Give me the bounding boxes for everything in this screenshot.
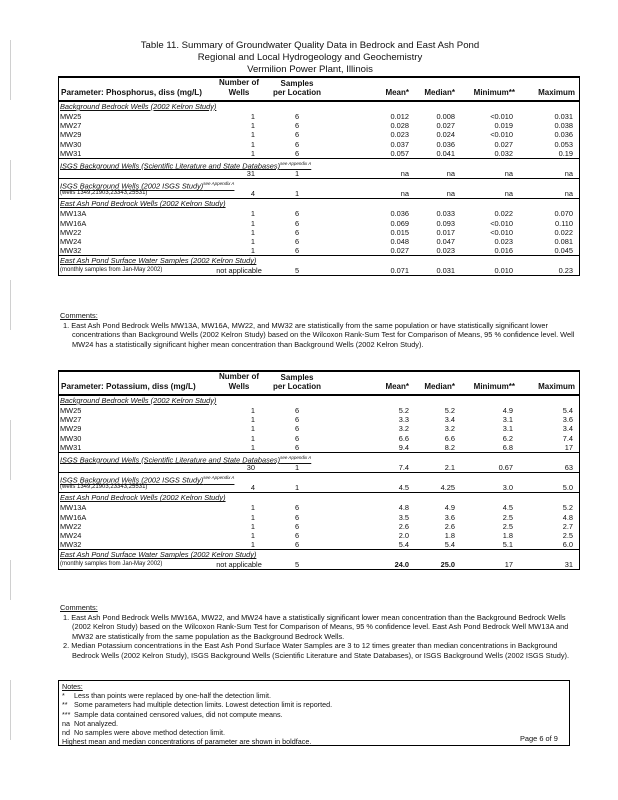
median-cell: 5.4 xyxy=(444,540,455,550)
table-row xyxy=(59,522,579,531)
minimum-cell: 3.1 xyxy=(502,415,513,425)
wells-cell: 1 xyxy=(250,121,255,131)
row-name: MW13A xyxy=(60,209,87,219)
median-cell: 0.008 xyxy=(436,112,455,121)
samples-cell: 5 xyxy=(294,266,300,276)
samples-cell: 6 xyxy=(294,512,300,522)
row-name: MW29 xyxy=(60,424,82,434)
row-name: MW13A xyxy=(60,503,87,513)
minimum-cell: 6.2 xyxy=(502,433,513,443)
table-row xyxy=(59,503,579,512)
mean-cell: 3.5 xyxy=(398,512,409,522)
minimum-cell: 4.5 xyxy=(502,503,513,513)
section-title xyxy=(59,159,579,169)
maximum-cell: na xyxy=(564,189,573,199)
minimum-cell: 2.5 xyxy=(502,521,513,531)
maximum-cell: 0.081 xyxy=(554,236,573,246)
mean-cell: na xyxy=(400,168,409,178)
section-title-text: Background Bedrock Wells (2002 Kelron Study) xyxy=(60,396,217,405)
mean-cell: 3.3 xyxy=(398,415,409,425)
table-row xyxy=(59,189,579,198)
minimum-cell: 0.022 xyxy=(494,209,513,219)
section-title-text: East Ash Pond Surface Water Samples (2002 Kelron Study) xyxy=(60,550,257,560)
mean-cell: 0.069 xyxy=(390,218,409,228)
samples-cell: 6 xyxy=(294,227,300,237)
table-row xyxy=(59,540,579,549)
maximum-cell: 2.5 xyxy=(562,530,573,540)
comment-item: 1. East Ash Pond Bedrock Wells MW13A, MW16A, MW22, and MW32 are statistically from the same population or have statistically significant lower concentrations than Background Wells (2002 Kelron Study) based on the Wilcoxon Rank-Sum Test for Comparison of Means, 95 % confidence level. Well MW24 has a statistically significant higher mean concentration than Background Wells (2002 Kelron Study). xyxy=(63,320,575,349)
wells-cell: 4 xyxy=(250,483,255,493)
potassium-table xyxy=(58,370,580,570)
mean-cell: 4.8 xyxy=(398,503,409,513)
mean-cell: 24.0 xyxy=(394,560,409,570)
median-cell: 4.9 xyxy=(444,503,455,513)
row-name: MW25 xyxy=(60,112,82,121)
wells-cell: not applicable xyxy=(216,560,262,570)
wells-cell: 1 xyxy=(250,218,255,228)
mean-header: Mean* xyxy=(385,88,409,97)
samples-cell: 6 xyxy=(294,521,300,531)
table-section xyxy=(59,179,579,199)
mean-cell: 0.048 xyxy=(390,236,409,246)
wells-cell: 1 xyxy=(250,503,255,513)
section-footnote-ref: see Appendix A xyxy=(203,181,235,187)
row-name: MW22 xyxy=(60,227,82,237)
minimum-cell: na xyxy=(504,168,513,178)
minimum-header: Minimum** xyxy=(473,382,515,391)
table-row xyxy=(59,513,579,522)
samples-cell: 6 xyxy=(294,236,300,246)
mean-cell: 9.4 xyxy=(398,442,409,452)
potassium-comments xyxy=(60,603,580,661)
samples-cell: 6 xyxy=(294,415,300,425)
section-title xyxy=(59,199,579,209)
binder-margin-lines xyxy=(6,40,20,780)
section-title-text: ISGS Background Wells (Scientific Literature and State Databases) xyxy=(60,455,281,465)
table-section xyxy=(59,396,579,453)
mean-cell: 0.012 xyxy=(390,112,409,121)
row-name: MW27 xyxy=(60,121,82,131)
mean-cell: 0.057 xyxy=(390,148,409,158)
wells-cell: 1 xyxy=(250,424,255,434)
note-row xyxy=(62,719,566,728)
row-name: (monthly samples from Jan-May 2002) xyxy=(60,267,163,274)
minimum-cell: 2.5 xyxy=(502,512,513,522)
wells-header-line1: Number of xyxy=(219,78,259,87)
notes-box xyxy=(58,680,570,746)
section-footnote-ref: see Appendix A xyxy=(280,454,312,460)
maximum-cell: 0.070 xyxy=(554,209,573,219)
samples-cell: 6 xyxy=(294,139,300,149)
wells-cell: 1 xyxy=(250,530,255,540)
mean-cell: 0.037 xyxy=(390,139,409,149)
minimum-cell: <0.010 xyxy=(490,112,513,121)
mean-cell: 3.2 xyxy=(398,424,409,434)
row-name: MW16A xyxy=(60,218,87,228)
maximum-cell: 31 xyxy=(564,560,573,570)
mean-cell: na xyxy=(400,189,409,199)
row-name: MW32 xyxy=(60,246,82,256)
maximum-cell: 0.045 xyxy=(554,246,573,256)
wells-cell: 1 xyxy=(250,139,255,149)
table-row xyxy=(59,228,579,237)
mean-cell: 4.5 xyxy=(398,483,409,493)
table-row xyxy=(59,246,579,255)
section-title-text: ISGS Background Wells (Scientific Literature and State Databases) xyxy=(60,161,281,171)
samples-cell: 6 xyxy=(294,130,300,140)
wells-cell: 31 xyxy=(246,168,255,178)
median-cell: 2.6 xyxy=(444,521,455,531)
median-cell: na xyxy=(446,189,455,199)
median-cell: 0.036 xyxy=(436,139,455,149)
wells-cell: 1 xyxy=(250,415,255,425)
row-name: MW31 xyxy=(60,442,82,452)
mean-cell: 5.4 xyxy=(398,540,409,550)
row-name: MW30 xyxy=(60,139,82,149)
samples-cell: 6 xyxy=(294,112,300,121)
phosphorus-table xyxy=(58,76,580,276)
mean-cell: 2.0 xyxy=(398,530,409,540)
samples-cell: 1 xyxy=(294,462,300,472)
wells-cell: 1 xyxy=(250,540,255,550)
row-name: MW22 xyxy=(60,521,82,531)
note-symbol: ** xyxy=(62,700,68,710)
title-line: Regional and Local Hydrogeology and Geochemistry xyxy=(197,52,423,63)
maximum-cell: 0.036 xyxy=(554,130,573,140)
table-row xyxy=(59,169,579,178)
maximum-cell: 0.19 xyxy=(558,148,573,158)
median-cell: 5.2 xyxy=(444,406,455,415)
median-cell: 0.017 xyxy=(436,227,455,237)
samples-cell: 6 xyxy=(294,246,300,256)
mean-cell: 0.027 xyxy=(390,246,409,256)
phosphorus-comments xyxy=(60,311,580,349)
page-number: Page 6 of 9 xyxy=(520,734,558,743)
samples-header-line2: per Location xyxy=(272,382,321,391)
row-name: (wells 1349,21903,23343,25531) xyxy=(60,484,148,491)
samples-cell: 6 xyxy=(294,406,300,415)
wells-cell: 1 xyxy=(250,130,255,140)
notes-heading: Notes: xyxy=(62,682,83,691)
note-symbol: * xyxy=(62,691,65,701)
minimum-header: Minimum** xyxy=(473,88,515,97)
table-section xyxy=(59,453,579,473)
maximum-cell: na xyxy=(564,168,573,178)
minimum-cell: 6.8 xyxy=(502,442,513,452)
median-cell: 6.6 xyxy=(444,433,455,443)
maximum-header: Maximum xyxy=(538,88,575,97)
section-title xyxy=(59,179,579,189)
table-row xyxy=(59,443,579,452)
samples-cell: 6 xyxy=(294,218,300,228)
wells-header-line1: Number of xyxy=(219,372,259,381)
samples-header-line1: Samples xyxy=(280,373,314,382)
maximum-cell: 5.4 xyxy=(562,406,573,415)
table-row xyxy=(59,424,579,433)
mean-cell: 0.023 xyxy=(390,130,409,140)
note-last-line: Highest mean and median concentrations of parameter are shown in boldface. xyxy=(62,737,312,747)
note-symbol: *** xyxy=(62,709,71,719)
table-row xyxy=(59,406,579,415)
median-cell: 0.047 xyxy=(436,236,455,246)
title-line: Vermilion Power Plant, Illinois xyxy=(247,64,373,75)
comments-heading: Comments: xyxy=(60,603,98,612)
note-text: Sample data contained censored values, did not compute means. xyxy=(74,709,283,719)
maximum-cell: 0.23 xyxy=(558,266,573,276)
median-cell: 8.2 xyxy=(444,442,455,452)
median-cell: 3.2 xyxy=(444,424,455,434)
section-footnote-ref: see Appendix A xyxy=(280,160,312,166)
row-name: MW24 xyxy=(60,236,82,246)
wells-cell: 4 xyxy=(250,189,255,199)
wells-header-line2: Wells xyxy=(228,88,250,97)
note-row xyxy=(62,691,566,700)
maximum-cell: 5.2 xyxy=(562,503,573,513)
median-cell: 25.0 xyxy=(440,560,455,570)
median-cell: 2.1 xyxy=(444,462,455,472)
mean-cell: 0.036 xyxy=(390,209,409,219)
table-row xyxy=(59,415,579,424)
table-header-row xyxy=(59,372,579,396)
minimum-cell: 0.023 xyxy=(494,236,513,246)
table-row xyxy=(59,483,579,492)
wells-cell: not applicable xyxy=(216,266,262,276)
row-name: MW29 xyxy=(60,130,82,140)
wells-cell: 1 xyxy=(250,442,255,452)
table-row xyxy=(59,266,579,275)
maximum-cell: 6.0 xyxy=(562,540,573,550)
note-text: Not analyzed. xyxy=(74,718,118,728)
median-header: Median* xyxy=(424,382,455,391)
section-title-text: East Ash Pond Bedrock Wells (2002 Kelron Study) xyxy=(60,199,226,209)
median-cell: 3.6 xyxy=(444,512,455,522)
wells-cell: 1 xyxy=(250,512,255,522)
samples-cell: 6 xyxy=(294,433,300,443)
minimum-cell: 5.1 xyxy=(502,540,513,550)
minimum-cell: 0.032 xyxy=(494,148,513,158)
comments-heading: Comments: xyxy=(60,311,98,320)
section-footnote-ref: see Appendix A xyxy=(203,475,235,481)
row-name: MW24 xyxy=(60,530,82,540)
samples-cell: 6 xyxy=(294,121,300,131)
table-section xyxy=(59,550,579,569)
median-cell: 0.041 xyxy=(436,148,455,158)
samples-cell: 6 xyxy=(294,442,300,452)
table-section xyxy=(59,256,579,275)
samples-cell: 6 xyxy=(294,503,300,513)
samples-cell: 6 xyxy=(294,540,300,550)
table-row xyxy=(59,531,579,540)
median-cell: 0.023 xyxy=(436,246,455,256)
wells-cell: 1 xyxy=(250,227,255,237)
comment-item: 1. East Ash Pond Bedrock Wells MW16A, MW22, and MW24 have a statistically significant lower mean concentration than the Background Bedrock Wells (2002 Kelron Study) based on the Wilcoxon Rank-Sum Test for Comparison of Means, 95 % confidence level. East Ash Pond Bedrock Well MW13A and MW32 are statistically from the same population as the Background Bedrock Wells. xyxy=(63,612,569,641)
median-cell: 0.027 xyxy=(436,121,455,131)
minimum-cell: 0.019 xyxy=(494,121,513,131)
maximum-cell: 0.022 xyxy=(554,227,573,237)
maximum-cell: 7.4 xyxy=(562,433,573,443)
comment-item: 2. Median Potassium concentrations in the East Ash Pond Surface Water Samples are 3 to 12 times greater than median concentrations in Background Bedrock Wells (2002 Kelron Study), ISGS Background Wells (Scientific Literature and State Databases), or ISGS Background Wells (2002 ISGS Study). xyxy=(63,641,570,660)
wells-cell: 1 xyxy=(250,236,255,246)
table-row xyxy=(59,140,579,149)
note-row xyxy=(62,700,566,709)
wells-cell: 1 xyxy=(250,112,255,121)
maximum-cell: 0.038 xyxy=(554,121,573,131)
maximum-cell: 3.4 xyxy=(562,424,573,434)
wells-cell: 1 xyxy=(250,521,255,531)
minimum-cell: 4.9 xyxy=(502,406,513,415)
note-text: Some parameters had multiple detection limits. Lowest detection limit is reported. xyxy=(74,700,333,710)
note-text: Less than points were replaced by one-half the detection limit. xyxy=(74,691,271,701)
maximum-cell: 5.0 xyxy=(562,483,573,493)
median-cell: 0.031 xyxy=(436,266,455,276)
samples-cell: 6 xyxy=(294,209,300,219)
note-symbol: nd xyxy=(62,728,70,738)
mean-cell: 2.6 xyxy=(398,521,409,531)
maximum-cell: 63 xyxy=(564,462,573,472)
row-name: MW31 xyxy=(60,148,82,158)
table-row xyxy=(59,149,579,158)
wells-cell: 1 xyxy=(250,246,255,256)
table-section xyxy=(59,473,579,493)
samples-cell: 1 xyxy=(294,168,300,178)
table-header-row xyxy=(59,78,579,102)
wells-cell: 1 xyxy=(250,209,255,219)
samples-cell: 1 xyxy=(294,189,300,199)
samples-header-line1: Samples xyxy=(280,79,314,88)
row-name: MW16A xyxy=(60,512,87,522)
row-name: MW25 xyxy=(60,406,82,415)
wells-cell: 1 xyxy=(250,148,255,158)
minimum-cell: <0.010 xyxy=(490,130,513,140)
samples-cell: 5 xyxy=(294,560,300,570)
mean-cell: 0.071 xyxy=(390,266,409,276)
mean-cell: 5.2 xyxy=(398,406,409,415)
note-row xyxy=(62,710,566,719)
median-header: Median* xyxy=(424,88,455,97)
table-title xyxy=(60,40,560,76)
table-row xyxy=(59,209,579,218)
section-title-text: East Ash Pond Bedrock Wells (2002 Kelron Study) xyxy=(60,493,226,503)
samples-cell: 1 xyxy=(294,483,300,493)
samples-cell: 6 xyxy=(294,424,300,434)
wells-cell: 30 xyxy=(246,462,255,472)
maximum-cell: 2.7 xyxy=(562,521,573,531)
samples-header-line2: per Location xyxy=(272,88,321,97)
parameter-header: Parameter: Phosphorus, diss (mg/L) xyxy=(61,88,203,97)
title-line: Table 11. Summary of Groundwater Quality Data in Bedrock and East Ash Pond xyxy=(140,40,480,51)
median-cell: 1.8 xyxy=(444,530,455,540)
section-title xyxy=(59,102,579,112)
median-cell: 0.093 xyxy=(436,218,455,228)
samples-cell: 6 xyxy=(294,530,300,540)
wells-cell: 1 xyxy=(250,433,255,443)
table-row xyxy=(59,434,579,443)
minimum-cell: 3.0 xyxy=(502,483,513,493)
table-section xyxy=(59,493,579,550)
median-cell: 0.033 xyxy=(436,209,455,219)
maximum-cell: 0.031 xyxy=(554,112,573,121)
section-title-text: East Ash Pond Surface Water Samples (2002 Kelron Study) xyxy=(60,256,257,266)
row-name: (monthly samples from Jan-May 2002) xyxy=(60,561,163,568)
maximum-header: Maximum xyxy=(538,382,575,391)
parameter-header: Parameter: Potassium, diss (mg/L) xyxy=(61,382,196,391)
minimum-cell: <0.010 xyxy=(490,218,513,228)
row-name: MW32 xyxy=(60,540,82,550)
table-row xyxy=(59,130,579,139)
maximum-cell: 17 xyxy=(564,442,573,452)
section-title xyxy=(59,256,579,266)
table-row xyxy=(59,219,579,228)
maximum-cell: 4.8 xyxy=(562,512,573,522)
mean-cell: 0.028 xyxy=(390,121,409,131)
table-section xyxy=(59,199,579,256)
wells-header-line2: Wells xyxy=(228,382,250,391)
mean-cell: 6.6 xyxy=(398,433,409,443)
mean-header: Mean* xyxy=(385,382,409,391)
table-row xyxy=(59,463,579,472)
row-name: MW27 xyxy=(60,415,82,425)
table-row xyxy=(59,112,579,121)
section-title xyxy=(59,396,579,406)
median-cell: 4.25 xyxy=(440,483,455,493)
section-title xyxy=(59,453,579,463)
mean-cell: 0.015 xyxy=(390,227,409,237)
section-title xyxy=(59,550,579,560)
minimum-cell: na xyxy=(504,189,513,199)
table-row xyxy=(59,560,579,569)
table-row xyxy=(59,237,579,246)
mean-cell: 7.4 xyxy=(398,462,409,472)
section-title xyxy=(59,493,579,503)
minimum-cell: 0.016 xyxy=(494,246,513,256)
section-title-text: Background Bedrock Wells (2002 Kelron Study) xyxy=(60,102,217,111)
median-cell: 3.4 xyxy=(444,415,455,425)
wells-cell: 1 xyxy=(250,406,255,415)
minimum-cell: <0.010 xyxy=(490,227,513,237)
section-title-text: ISGS Background Wells (2002 ISGS Study) xyxy=(60,181,204,191)
row-name: (wells 1349,21903,23343,25531) xyxy=(60,190,148,197)
minimum-cell: 0.027 xyxy=(494,139,513,149)
maximum-cell: 0.110 xyxy=(555,218,573,228)
maximum-cell: 3.6 xyxy=(562,415,573,425)
minimum-cell: 1.8 xyxy=(502,530,513,540)
minimum-cell: 3.1 xyxy=(502,424,513,434)
table-row xyxy=(59,121,579,130)
note-symbol: na xyxy=(62,718,70,728)
note-row xyxy=(62,728,566,737)
maximum-cell: 0.053 xyxy=(554,139,573,149)
minimum-cell: 17 xyxy=(504,560,513,570)
section-title xyxy=(59,473,579,483)
minimum-cell: 0.67 xyxy=(498,462,513,472)
section-title-text: ISGS Background Wells (2002 ISGS Study) xyxy=(60,475,204,485)
table-section xyxy=(59,159,579,179)
median-cell: 0.024 xyxy=(436,130,455,140)
row-name: MW30 xyxy=(60,433,82,443)
note-text: No samples were above method detection limit. xyxy=(74,728,226,738)
table-section xyxy=(59,102,579,159)
samples-cell: 6 xyxy=(294,148,300,158)
median-cell: na xyxy=(446,168,455,178)
minimum-cell: 0.010 xyxy=(494,266,513,276)
